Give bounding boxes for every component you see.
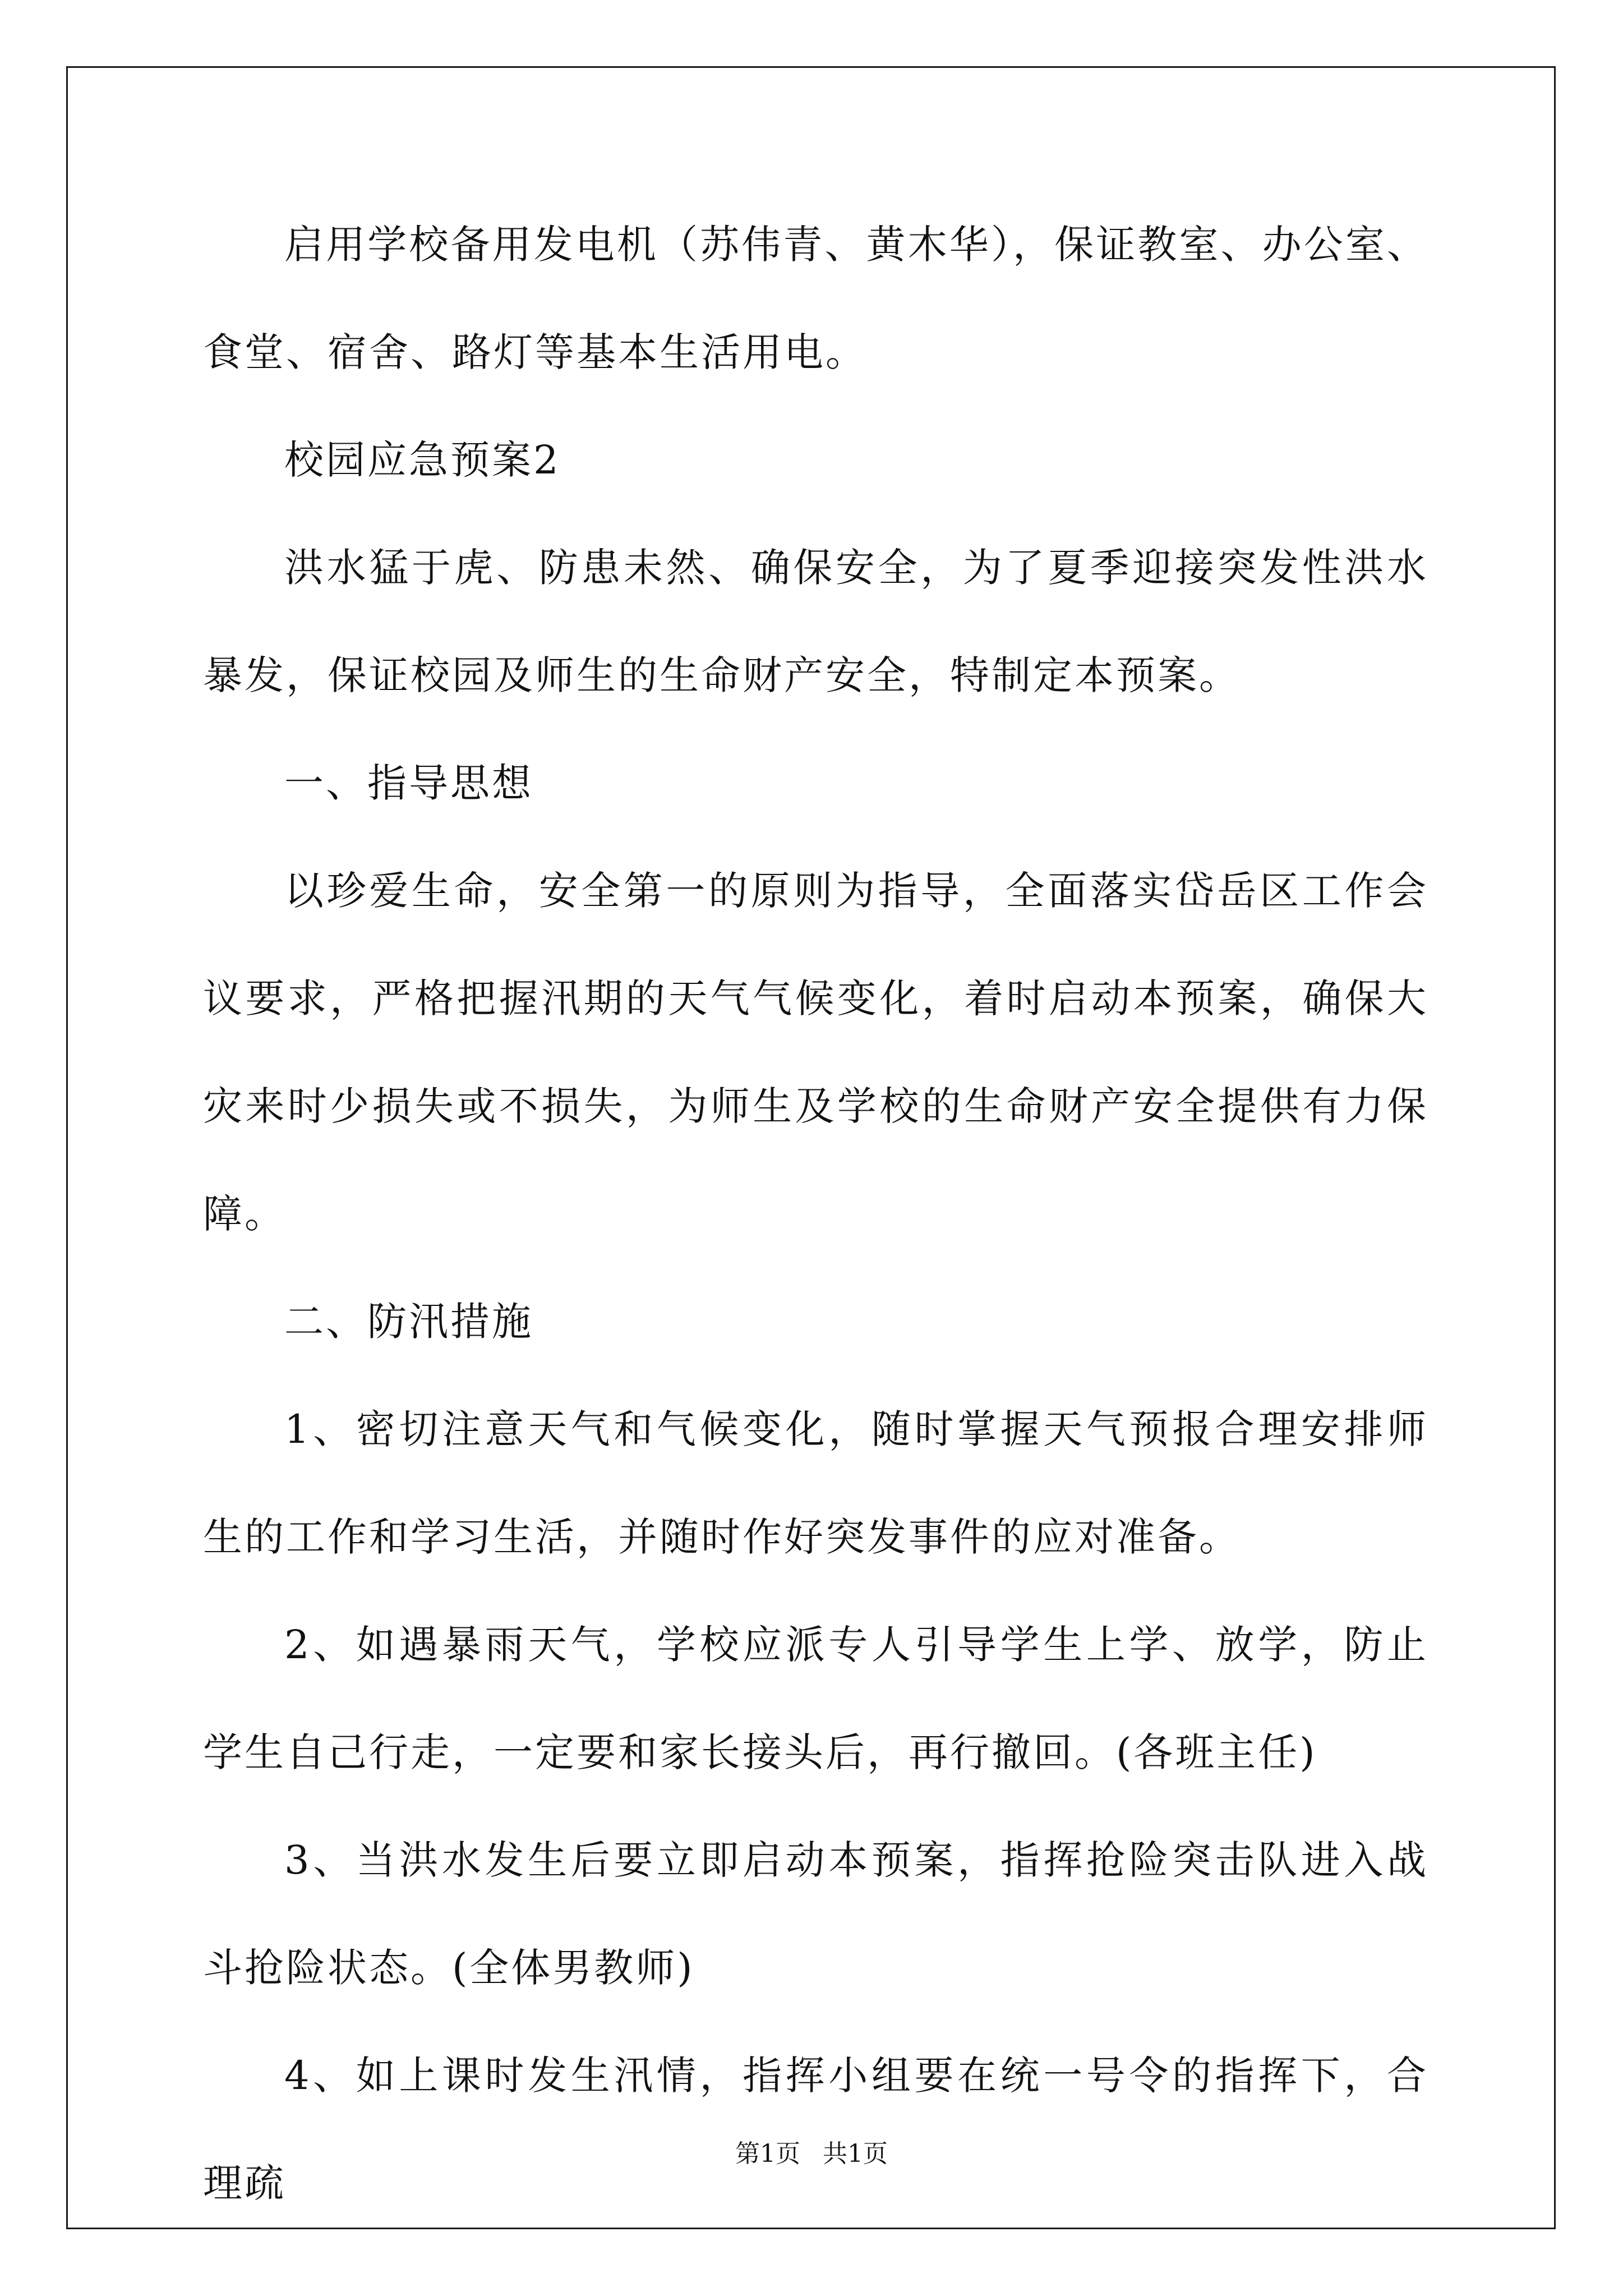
paragraph-intro: 洪水猛于虎、防患未然、确保安全，为了夏季迎接突发性洪水暴发，保证校园及师生的生命财产安全，特制定本预案。 — [203, 545, 1428, 698]
page-number: 第1页 — [735, 2139, 800, 2168]
heading-flood-measures: 二、防汛措施 — [284, 1299, 533, 1345]
heading-guiding-ideology: 一、指导思想 — [284, 760, 533, 806]
paragraph-generator-power: 启用学校备用发电机（苏伟青、黄木华），保证教室、办公室、食堂、宿舍、路灯等基本生活用电。 — [203, 222, 1428, 375]
measure-item-1: 1、密切注意天气和气候变化，随时掌握天气预报合理安排师生的工作和学习生活，并随时作好突发事件的应对准备。 — [203, 1406, 1428, 1560]
paragraph-guiding-ideology: 以珍爱生命，安全第一的原则为指导，全面落实岱岳区工作会议要求，严格把握汛期的天气气候变化，着时启动本预案，确保大灾来时少损失或不损失，为师生及学校的生命财产安全提供有力保障。 — [203, 868, 1428, 1237]
measure-item-4: 4、如上课时发生汛情，指挥小组要在统一号令的指挥下，合理疏 — [203, 2053, 1428, 2206]
document-body — [203, 191, 1428, 2237]
page-footer — [0, 2137, 1623, 2171]
page-total: 共1页 — [823, 2139, 888, 2168]
measure-item-2: 2、如遇暴雨天气，学校应派专人引导学生上学、放学，防止学生自己行走，一定要和家长接头后，再行撤回。(各班主任) — [203, 1622, 1428, 1775]
section-title-plan-2: 校园应急预案2 — [284, 437, 561, 483]
measure-item-3: 3、当洪水发生后要立即启动本预案，指挥抢险突击队进入战斗抢险状态。(全体男教师) — [203, 1837, 1428, 1991]
